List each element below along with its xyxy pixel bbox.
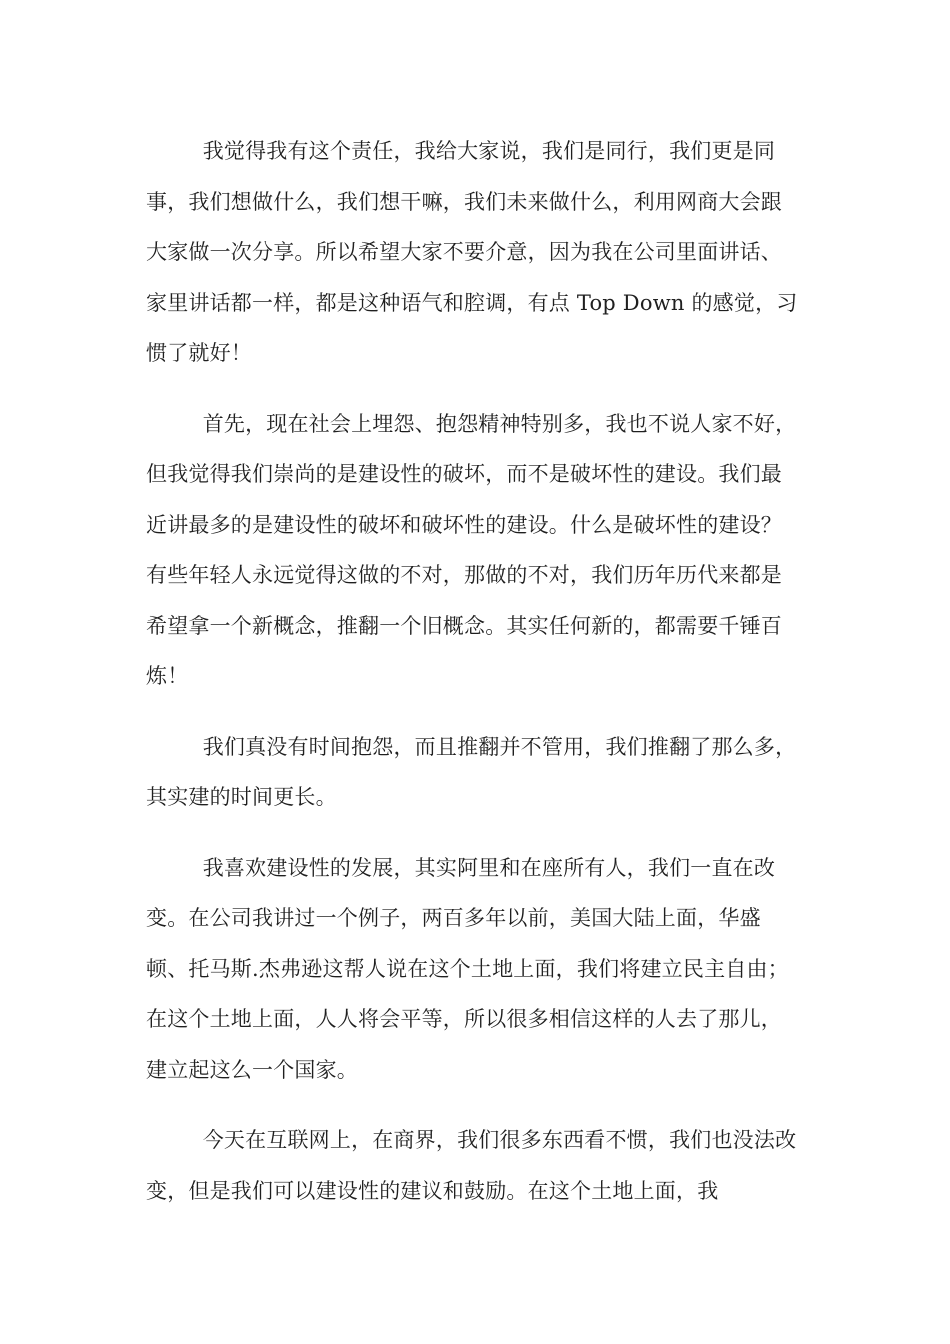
paragraph-1: 我觉得我有这个责任，我给大家说，我们是同行，我们更是同事，我们想做什么，我们想干嘛，我们未来做什么，利用网商大会跟大家做一次分享。所以希望大家不要介意，因为我在公司里面讲话、家里讲话都一样，都是这种语气和腔调，有点 Top Down 的感觉，习惯了就好！ bbox=[146, 139, 798, 365]
paragraph-3: 我们真没有时间抱怨，而且推翻并不管用，我们推翻了那么多，其实建的时间更长。 bbox=[146, 734, 797, 809]
document-page bbox=[146, 126, 800, 1216]
paragraph-4: 我喜欢建设性的发展，其实阿里和在座所有人，我们一直在改变。在公司我讲过一个例子，两百多年以前，美国大陆上面，华盛顿、托马斯.杰弗逊这帮人说在这个土地上面，我们将建立民主自由；在这个土地上面，人人将会平等，所以很多相信这样的人去了那儿，建立起这么一个国家。 bbox=[146, 855, 789, 1082]
paragraph-2: 首先，现在社会上埋怨、抱怨精神特别多，我也不说人家不好，但我觉得我们崇尚的是建设性的破坏，而不是破坏性的建设。我们最近讲最多的是建设性的破坏和破坏性的建设。什么是破坏性的建设？有些年轻人永远觉得这做的不对，那做的不对，我们历年历代来都是希望拿一个新概念，推翻一个旧概念。其实任何新的，都需要千锤百炼！ bbox=[146, 411, 797, 688]
paragraph-5: 今天在互联网上，在商界，我们很多东西看不惯，我们也没法改变，但是我们可以建设性的建议和鼓励。在这个土地上面，我 bbox=[146, 1128, 797, 1203]
